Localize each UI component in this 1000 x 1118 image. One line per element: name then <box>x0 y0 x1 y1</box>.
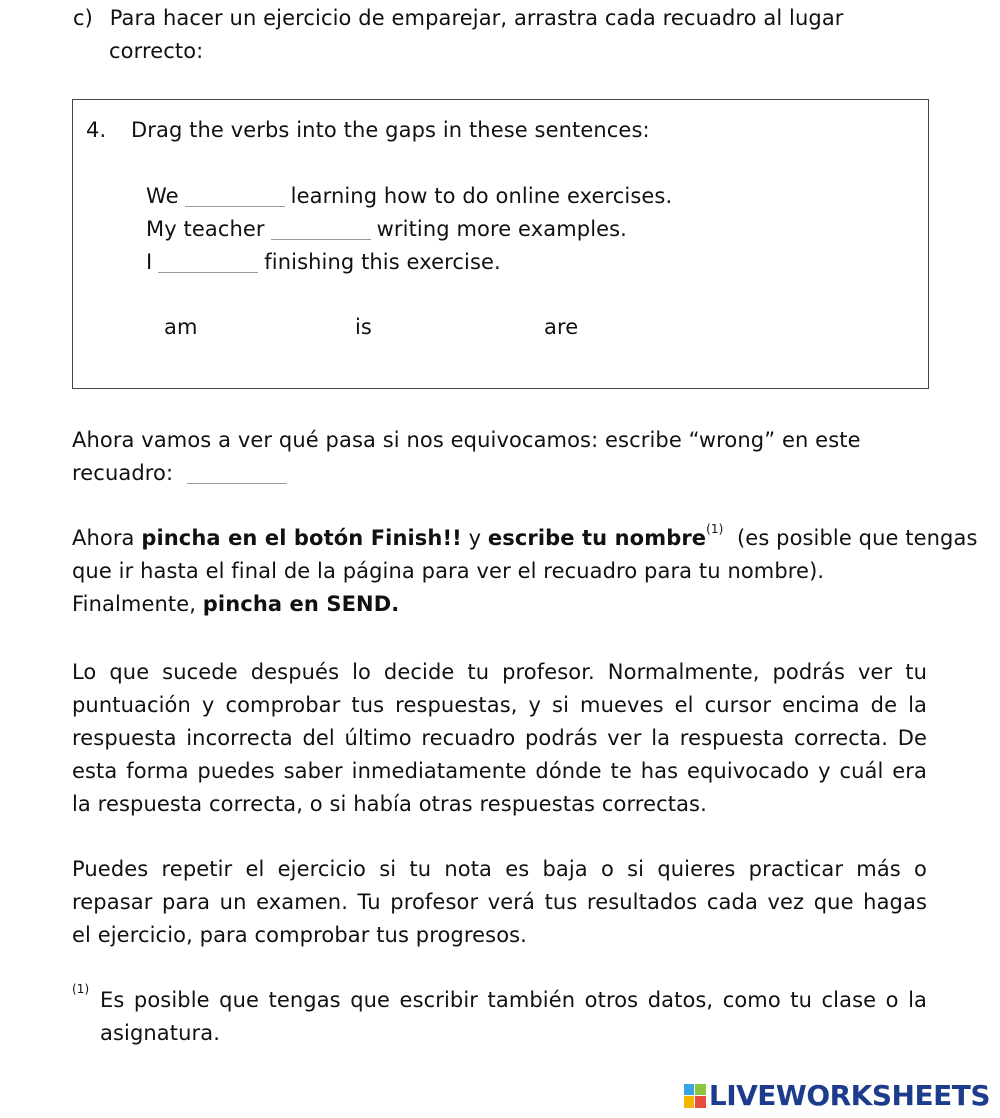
result-line: respuesta incorrecta del último recuadro podrás ver la respuesta correcta. De <box>72 726 927 750</box>
drop-gap-2[interactable] <box>271 238 371 240</box>
sentence-3-before: I <box>146 250 153 274</box>
footnote-line-1: Es posible que tengas que escribir también otros datos, como tu clase o la <box>100 988 927 1012</box>
intro-text-1: Para hacer un ejercicio de emparejar, arrastra cada recuadro al lugar <box>109 6 844 30</box>
finish-text-4: Finalmente, <box>72 592 203 616</box>
footnote-ref: (1) <box>706 522 724 536</box>
finish-line-1 <box>72 522 978 550</box>
footnote-line-2: asignatura. <box>100 1021 220 1045</box>
exercise-instruction: Drag the verbs into the gaps in these sentences: <box>131 118 650 142</box>
sentence-3-after: finishing this exercise. <box>264 250 501 274</box>
wrong-input-gap[interactable] <box>187 482 287 484</box>
sentence-1-before: We <box>146 184 179 208</box>
finish-bold-3: pincha en SEND. <box>202 592 400 616</box>
sentence-2 <box>146 217 627 241</box>
logo-text: LIVEWORKSHEETS <box>708 1079 990 1112</box>
intro-text-2: correcto: <box>109 39 204 63</box>
intro-line-1 <box>73 6 844 30</box>
sentence-2-before: My teacher <box>146 217 265 241</box>
finish-line-2: que ir hasta el final de la página para ver el recuadro para tu nombre). <box>72 559 825 583</box>
sentence-3 <box>146 250 501 274</box>
repeat-paragraph <box>72 853 927 952</box>
wrong-prompt-label: recuadro: <box>72 461 174 485</box>
intro-marker: c) <box>73 6 93 30</box>
finish-text-1: Ahora <box>72 526 142 550</box>
result-line: esta forma puedes saber inmediatamente dónde te has equivocado y cuál era <box>72 759 927 783</box>
wrong-prompt-line-1: Ahora vamos a ver qué pasa si nos equivocamos: escribe “wrong” en este <box>72 428 861 452</box>
sentence-1 <box>146 184 672 208</box>
wrong-prompt-line-2 <box>72 461 293 485</box>
result-paragraph <box>72 656 927 821</box>
footnote-text <box>100 984 927 1050</box>
finish-text-3: (es posible que tengas <box>723 526 978 550</box>
finish-line-3 <box>72 592 399 616</box>
exercise-number: 4. <box>86 118 107 142</box>
sentence-2-after: writing more examples. <box>376 217 627 241</box>
drop-gap-3[interactable] <box>158 271 258 273</box>
liveworksheets-logo <box>684 1079 990 1112</box>
drag-option-are[interactable]: are <box>544 315 579 339</box>
repeat-line: Puedes repetir el ejercicio si tu nota es baja o si quieres practicar más o <box>72 857 927 881</box>
sentence-1-after: learning how to do online exercises. <box>290 184 673 208</box>
drag-option-am[interactable]: am <box>164 315 198 339</box>
finish-bold-2: escribe tu nombre <box>487 526 707 550</box>
result-line: puntuación y comprobar tus respuestas, y si mueves el cursor encima de la <box>72 693 927 717</box>
exercise-box <box>72 99 929 389</box>
result-line: Lo que sucede después lo decide tu profesor. Normalmente, podrás ver tu <box>72 660 927 684</box>
logo-mark-icon <box>684 1084 706 1108</box>
repeat-line: el ejercicio, para comprobar tus progresos. <box>72 923 527 947</box>
repeat-line: repasar para un examen. Tu profesor verá tus resultados cada vez que hagas <box>72 890 927 914</box>
footnote-marker: (1) <box>72 982 90 996</box>
finish-bold-1: pincha en el botón Finish!! <box>141 526 462 550</box>
drop-gap-1[interactable] <box>185 205 285 207</box>
result-line: la respuesta correcta, o si había otras respuestas correctas. <box>72 792 707 816</box>
finish-text-2: y <box>461 526 488 550</box>
drag-option-is[interactable]: is <box>355 315 372 339</box>
